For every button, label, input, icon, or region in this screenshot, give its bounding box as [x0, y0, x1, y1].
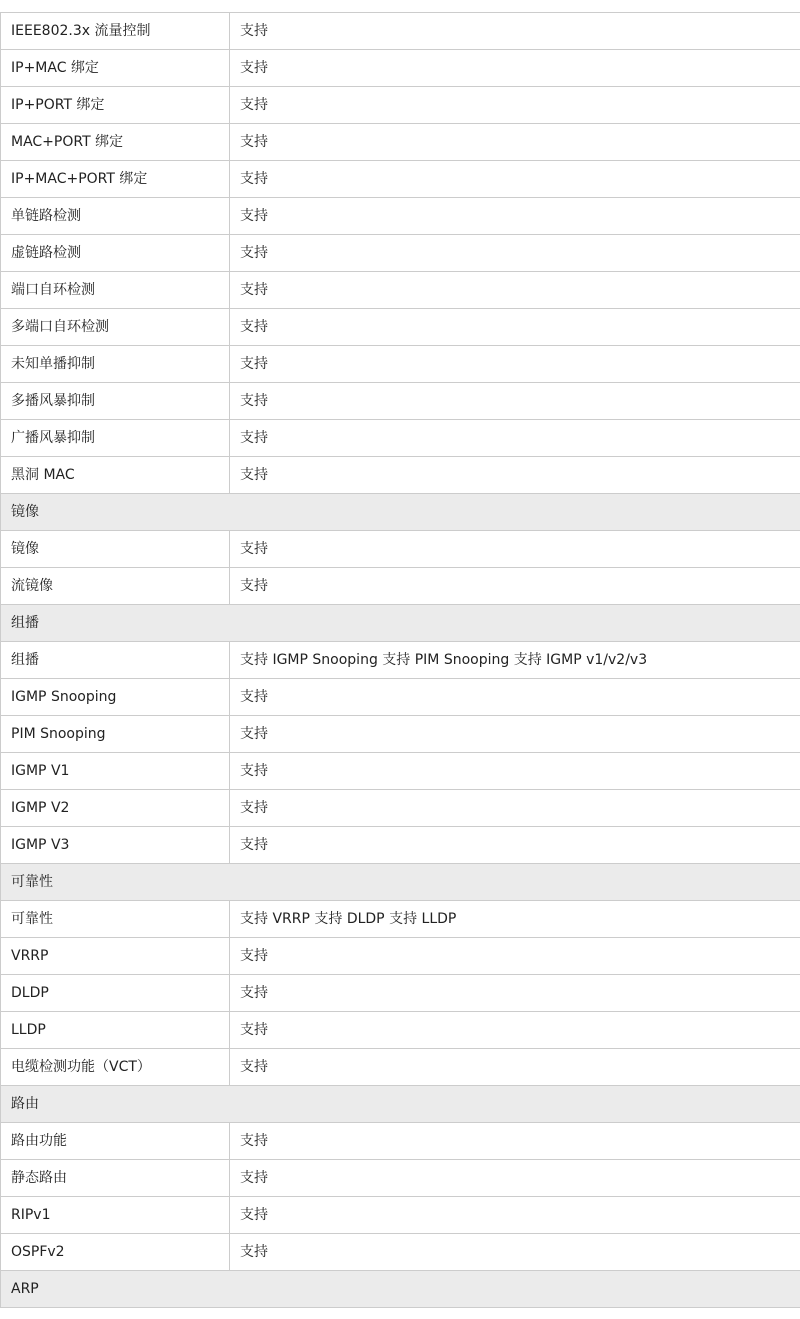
feature-name-cell: IGMP V3 [1, 827, 230, 864]
feature-name-cell: VRRP [1, 938, 230, 975]
feature-name-cell: IP+PORT 绑定 [1, 87, 230, 124]
table-row [1, 642, 800, 679]
table-row [1, 827, 800, 864]
feature-name-cell: 镜像 [1, 531, 230, 568]
feature-name-cell: IEEE802.3x 流量控制 [1, 13, 230, 50]
feature-value-cell: 支持 [230, 272, 800, 309]
table-row [1, 272, 800, 309]
feature-value-cell: 支持 [230, 531, 800, 568]
table-row [1, 531, 800, 568]
feature-value-cell: 支持 [230, 346, 800, 383]
table-row [1, 309, 800, 346]
table-row [1, 1160, 800, 1197]
table-row [1, 568, 800, 605]
feature-name-cell: 流镜像 [1, 568, 230, 605]
section-title: ARP [1, 1271, 800, 1308]
feature-name-cell: IGMP V2 [1, 790, 230, 827]
table-row [1, 938, 800, 975]
section-header-row [1, 1086, 800, 1123]
feature-value-cell: 支持 [230, 790, 800, 827]
table-row [1, 716, 800, 753]
table-row [1, 1012, 800, 1049]
feature-value-cell: 支持 [230, 50, 800, 87]
feature-name-cell: RIPv1 [1, 1197, 230, 1234]
table-row [1, 457, 800, 494]
feature-value-cell: 支持 [230, 13, 800, 50]
feature-value-cell: 支持 [230, 87, 800, 124]
feature-value-cell: 支持 [230, 124, 800, 161]
section-title: 可靠性 [1, 864, 800, 901]
feature-value-cell: 支持 [230, 716, 800, 753]
feature-name-cell: IP+MAC 绑定 [1, 50, 230, 87]
feature-name-cell: 端口自环检测 [1, 272, 230, 309]
feature-value-cell: 支持 [230, 235, 800, 272]
table-row [1, 901, 800, 938]
spec-table-body [1, 13, 800, 1308]
table-row [1, 383, 800, 420]
feature-name-cell: 单链路检测 [1, 198, 230, 235]
table-row [1, 346, 800, 383]
section-header-row [1, 864, 800, 901]
table-row [1, 1197, 800, 1234]
feature-name-cell: 黑洞 MAC [1, 457, 230, 494]
section-header-row [1, 605, 800, 642]
table-row [1, 420, 800, 457]
feature-name-cell: LLDP [1, 1012, 230, 1049]
table-row [1, 124, 800, 161]
table-row [1, 975, 800, 1012]
feature-value-cell: 支持 [230, 938, 800, 975]
feature-name-cell: 静态路由 [1, 1160, 230, 1197]
section-title: 组播 [1, 605, 800, 642]
feature-name-cell: MAC+PORT 绑定 [1, 124, 230, 161]
feature-value-cell: 支持 [230, 975, 800, 1012]
feature-value-cell: 支持 [230, 383, 800, 420]
feature-name-cell: 电缆检测功能（VCT） [1, 1049, 230, 1086]
feature-name-cell: 组播 [1, 642, 230, 679]
table-row [1, 1234, 800, 1271]
feature-value-cell: 支持 [230, 161, 800, 198]
feature-value-cell: 支持 [230, 309, 800, 346]
feature-value-cell: 支持 [230, 1160, 800, 1197]
feature-name-cell: 多播风暴抑制 [1, 383, 230, 420]
table-row [1, 87, 800, 124]
feature-name-cell: OSPFv2 [1, 1234, 230, 1271]
feature-name-cell: 虚链路检测 [1, 235, 230, 272]
feature-value-cell: 支持 [230, 457, 800, 494]
feature-name-cell: PIM Snooping [1, 716, 230, 753]
feature-name-cell: 未知单播抑制 [1, 346, 230, 383]
feature-value-cell: 支持 [230, 198, 800, 235]
spec-table [0, 12, 800, 1308]
feature-value-cell: 支持 [230, 1012, 800, 1049]
table-row [1, 198, 800, 235]
table-row [1, 753, 800, 790]
feature-value-cell: 支持 [230, 1197, 800, 1234]
table-row [1, 13, 800, 50]
feature-value-cell: 支持 [230, 568, 800, 605]
table-row [1, 1123, 800, 1160]
feature-name-cell: 路由功能 [1, 1123, 230, 1160]
table-row [1, 790, 800, 827]
feature-name-cell: IGMP V1 [1, 753, 230, 790]
feature-value-cell: 支持 IGMP Snooping 支持 PIM Snooping 支持 IGMP v1/v2/v3 [230, 642, 800, 679]
table-row [1, 161, 800, 198]
section-header-row [1, 1271, 800, 1308]
feature-name-cell: IGMP Snooping [1, 679, 230, 716]
feature-value-cell: 支持 [230, 420, 800, 457]
feature-name-cell: 多端口自环检测 [1, 309, 230, 346]
table-row [1, 235, 800, 272]
table-row [1, 679, 800, 716]
table-row [1, 50, 800, 87]
feature-value-cell: 支持 [230, 753, 800, 790]
feature-value-cell: 支持 [230, 1234, 800, 1271]
feature-value-cell: 支持 [230, 827, 800, 864]
feature-name-cell: 广播风暴抑制 [1, 420, 230, 457]
feature-value-cell: 支持 [230, 1049, 800, 1086]
section-header-row [1, 494, 800, 531]
feature-value-cell: 支持 VRRP 支持 DLDP 支持 LLDP [230, 901, 800, 938]
feature-name-cell: DLDP [1, 975, 230, 1012]
feature-value-cell: 支持 [230, 679, 800, 716]
feature-name-cell: IP+MAC+PORT 绑定 [1, 161, 230, 198]
section-title: 路由 [1, 1086, 800, 1123]
table-row [1, 1049, 800, 1086]
feature-value-cell: 支持 [230, 1123, 800, 1160]
section-title: 镜像 [1, 494, 800, 531]
feature-name-cell: 可靠性 [1, 901, 230, 938]
